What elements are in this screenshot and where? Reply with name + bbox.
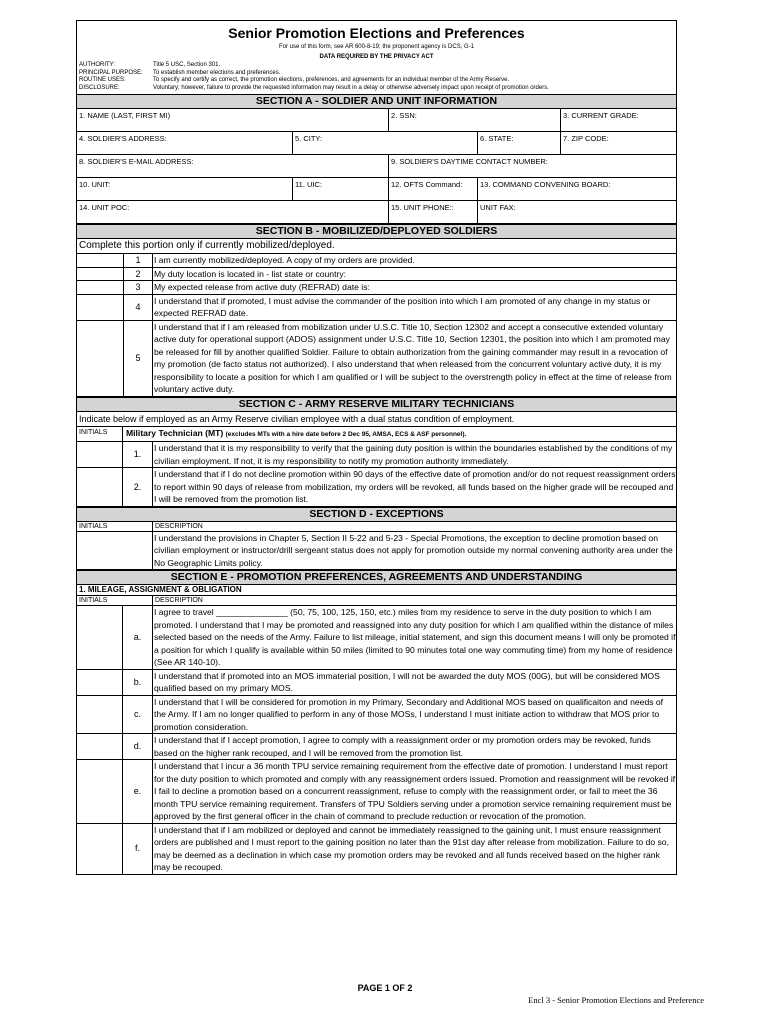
initials-cell[interactable] (77, 268, 123, 281)
mt-title-text: Military Technician (MT) (126, 427, 224, 438)
list-item (77, 468, 676, 507)
uic-field[interactable]: 11. UIC: (293, 178, 389, 200)
section-c-header: SECTION C - ARMY RESERVE MILITARY TECHNICIANS (77, 397, 676, 412)
initials-cell[interactable] (77, 696, 123, 734)
city-field[interactable]: 5. CITY: (293, 132, 478, 154)
form-row (77, 178, 676, 201)
pa-key: AUTHORITY: (79, 62, 116, 68)
item-number: 4 (123, 295, 153, 320)
list-item (77, 254, 676, 268)
form-row (77, 155, 676, 178)
list-item (77, 442, 676, 468)
poc-field[interactable]: 14. UNIT POC: (77, 201, 389, 223)
item-text: I agree to travel _______________ (50, 75, 100, 125, 150, etc.) miles from my residence to serve in the duty position to which I am promoted. I understand that I may be promoted and reassigned into any duty position for which I am qualified within the distance of miles selected based on the needs of the Army. Failure to list mileage, initial statement, and sign this document means I will only be promoted if a position for which I qualify is available within 50 miles (limited to 90 minutes total one way commuting time) from my home of residence (See AR 140-10). (154, 607, 676, 667)
list-item (77, 321, 676, 397)
section-a-header: SECTION A - SOLDIER AND UNIT INFORMATION (77, 94, 676, 109)
promotion-form (76, 20, 677, 875)
initials-cell[interactable] (77, 295, 123, 320)
initials-cell[interactable] (77, 442, 123, 467)
list-item (77, 606, 676, 670)
section-c-note: Indicate below if employed as an Army Reserve civilian employee with a dual status condition of employment. (77, 412, 676, 427)
section-b-header: SECTION B - MOBILIZED/DEPLOYED SOLDIERS (77, 224, 676, 239)
list-item (77, 696, 676, 735)
item-text: My expected release from active duty (REFRAD) date is: (154, 282, 370, 292)
list-item (77, 532, 676, 571)
initials-header: INITIALS (77, 596, 153, 605)
item-text: I understand that if I accept promotion, I agree to comply with a reassignment order or my promotion orders may be revoked, funds based on the higher rank recouped, and I will be removed from the promotion list. (154, 735, 651, 758)
item-text: I understand that I will be considered for promotion in my Primary, Secondary and Additional MOS based on qualificaiton and needs of the Army. If I am no longer qualified to perform in any of those MOSs, I understand I must initiate action to withdraw that MOS prior to promotion consideration. (154, 696, 664, 732)
mt-note: (excludes MTs with a hire date before 2 Dec 95, AMSA, ECS & ASF personnel). (225, 430, 467, 438)
enclosure-label: Encl 3 - Senior Promotion Elections and Preference (528, 995, 704, 1005)
form-row (77, 132, 676, 155)
initials-cell[interactable] (77, 606, 123, 669)
initials-header: INITIALS (77, 522, 153, 531)
pa-key: DISCLOSURE: (79, 84, 120, 91)
item-number: 2 (123, 268, 153, 281)
initials-label: INITIALS (77, 427, 123, 442)
unit-phone-field[interactable]: 15. UNIT PHONE:: (389, 201, 478, 223)
initials-cell[interactable] (77, 734, 123, 759)
list-item (77, 824, 676, 874)
description-header: DESCRIPTION (155, 522, 203, 530)
form-row (77, 109, 676, 132)
item-number: c. (123, 696, 153, 734)
form-subtitle: For use of this form, see AR 600-8-19; the proponent agency is DCS, G-1 (278, 44, 475, 50)
section-b-note: Complete this portion only if currently mobilized/deployed. (77, 239, 676, 254)
column-header-row (77, 522, 676, 532)
list-item (77, 268, 676, 282)
initials-cell[interactable] (77, 824, 123, 874)
item-text: My duty location is located in - list state or country: (154, 268, 347, 279)
item-text: I understand that if I am mobilized or deployed and cannot be immediately reassigned to the gaining unit, I must ensure reassignment orders are published and I must report to the gaining position no later than the 91st day after release from mobilization. Failure to do so, may be deemed as a declination in which case my promotion orders may be revoked and all funds received based on the higher rank may be recouped. (154, 824, 669, 872)
item-number: 3 (123, 281, 153, 294)
privacy-act-row (77, 62, 676, 70)
form-title: Senior Promotion Elections and Preferences (228, 25, 525, 41)
description-header: DESCRIPTION (155, 597, 203, 604)
item-text: I understand that it is my responsibility to verify that the gaining duty position is within the boundaries established by the conditions of my civilian employment. If not, it is my responsibility to notify my promotion authority immediately. (154, 443, 673, 466)
item-number: 1. (123, 442, 153, 467)
initials-cell[interactable] (77, 532, 153, 570)
privacy-act-block (77, 62, 676, 94)
pa-value: To specify and certify as correct, the promotion elections, preferences, and agreements for an individual member of the Army Reserve. (153, 77, 510, 83)
item-text: I understand that I incur a 36 month TPU service remaining requirement from the effective date of promotion. I understand I must report for the duty position to which promoted and comply with any reassignement orders issued. Promotion and reassignment will be revoked if I fail to decline a promotion based on a concurrent reassignment, refuse to comply with the reassignment order, or fail to meet the 36 month TPU service remaining requirement. Transfers of TPU Soldiers serving under a promotion service remaining requirement must be approved by the first general officer in the chain of command to preclude reduction or revocation of the promotion. (154, 761, 676, 821)
section-d-header: SECTION D - EXCEPTIONS (77, 507, 676, 522)
section-e-header: SECTION E - PROMOTION PREFERENCES, AGREEMENTS AND UNDERSTANDING (77, 570, 676, 585)
item-number: b. (123, 670, 153, 695)
privacy-act-row (77, 85, 676, 93)
item-text: I understand the provisions in Chapter 5, Section II 5-22 and 5-23 - Special Promotions, the exception to decline promotion based on civilian employment or instructor/drill sergeant status does not apply for promotion outside my normal convening authority area under the No Geographic Limits policy. (154, 532, 673, 568)
name-field[interactable]: 1. NAME (LAST, FIRST MI) (77, 109, 389, 131)
list-item (77, 281, 676, 295)
initials-cell[interactable] (77, 321, 123, 396)
item-text: I am currently mobilized/deployed. A copy of my orders are provided. (154, 255, 415, 265)
item-number: 1 (123, 254, 153, 267)
column-header-row (77, 596, 676, 606)
privacy-act-row (77, 70, 676, 78)
ofts-field[interactable]: 12. OFTS Command: (389, 178, 478, 200)
item-number: d. (123, 734, 153, 759)
item-number: e. (123, 760, 153, 823)
list-item (77, 295, 676, 321)
initials-cell[interactable] (77, 760, 123, 823)
initials-cell[interactable] (77, 281, 123, 294)
item-number: f. (123, 824, 153, 874)
mileage-subheading: 1. MILEAGE, ASSIGNMENT & OBLIGATION (77, 585, 676, 596)
email-field[interactable]: 8. SOLDIER'S E-MAIL ADDRESS: (77, 155, 389, 177)
initials-cell[interactable] (77, 670, 123, 695)
grade-field[interactable]: 3. CURRENT GRADE: (563, 111, 639, 120)
state-field[interactable]: 6. STATE: (478, 132, 561, 154)
unit-fax-field[interactable]: UNIT FAX: (480, 203, 516, 212)
initials-cell[interactable] (77, 468, 123, 506)
form-row (77, 201, 676, 224)
board-field[interactable]: 13. COMMAND CONVENING BOARD: (480, 180, 611, 189)
list-item (77, 734, 676, 760)
item-number: a. (123, 606, 153, 669)
ssn-field[interactable]: 2. SSN: (389, 109, 561, 131)
item-text: I understand that if promoted into an MOS immaterial position, I will not be awarded the duty MOS (00G), but will be considered MOS qualified based on my primary MOS. (154, 670, 660, 693)
item-text: I understand that if I do not decline promotion within 90 days of the effective date of promotion and/or do not request reassignment orders to report within 90 days of release from mobilization, my orders will be revoked, all funds based on the higher grade will be recouped and I will be removed from the promotion list. (154, 469, 676, 504)
mt-title (123, 427, 676, 442)
privacy-act-row (77, 77, 676, 85)
pa-value: To establish member elections and preferences. (153, 69, 281, 76)
list-item (77, 427, 676, 443)
page-number: PAGE 1 OF 2 (357, 983, 413, 993)
privacy-act-heading: DATA REQUIRED BY THE PRIVACY ACT (319, 54, 434, 60)
item-number: 2. (123, 468, 153, 506)
pa-key: ROUTINE USES: (79, 77, 126, 83)
item-number: 5 (123, 321, 153, 396)
unit-field[interactable]: 10. UNIT: (77, 178, 293, 200)
address-field[interactable]: 4. SOLDIER'S ADDRESS: (77, 132, 293, 154)
phone-field[interactable]: 9. SOLDIER'S DAYTIME CONTACT NUMBER: (391, 157, 548, 166)
initials-cell[interactable] (77, 254, 123, 267)
pa-value: Voluntary; however, failure to provide the requested information may result in a delay or otherwise adversely impact upon receipt of promotion orders. (153, 84, 549, 91)
list-item (77, 670, 676, 696)
zip-field[interactable]: 7. ZIP CODE: (563, 134, 609, 143)
item-text: I understand that if I am released from mobilization under U.S.C. Title 10, Section 12302 and accept a consecutive extended voluntary active duty for operational support (ADOS) assignment under U.S.C. Title 10, Section 12301, the position into which I am promoted may be released for fill by another qualified Soldier. Failure to obtain authorization from the gaining commander may result in a revocation of my promotion (de facto status not authorized). I also understand that when released from the concurrent voluntary active duty, it is my responsibility to locate a position for which I am qualified or I will be subject to the overstrength policy in effect at the time of release from voluntary active duty. (154, 321, 672, 394)
pa-value: Title 5 USC, Section 301. (153, 62, 221, 68)
pa-key: PRINCIPAL PURPOSE: (79, 69, 143, 76)
item-text: I understand that if promoted, I must advise the commander of the position into which I am promoted of any change in my status or expected REFRAD date. (154, 295, 651, 318)
list-item (77, 760, 676, 824)
